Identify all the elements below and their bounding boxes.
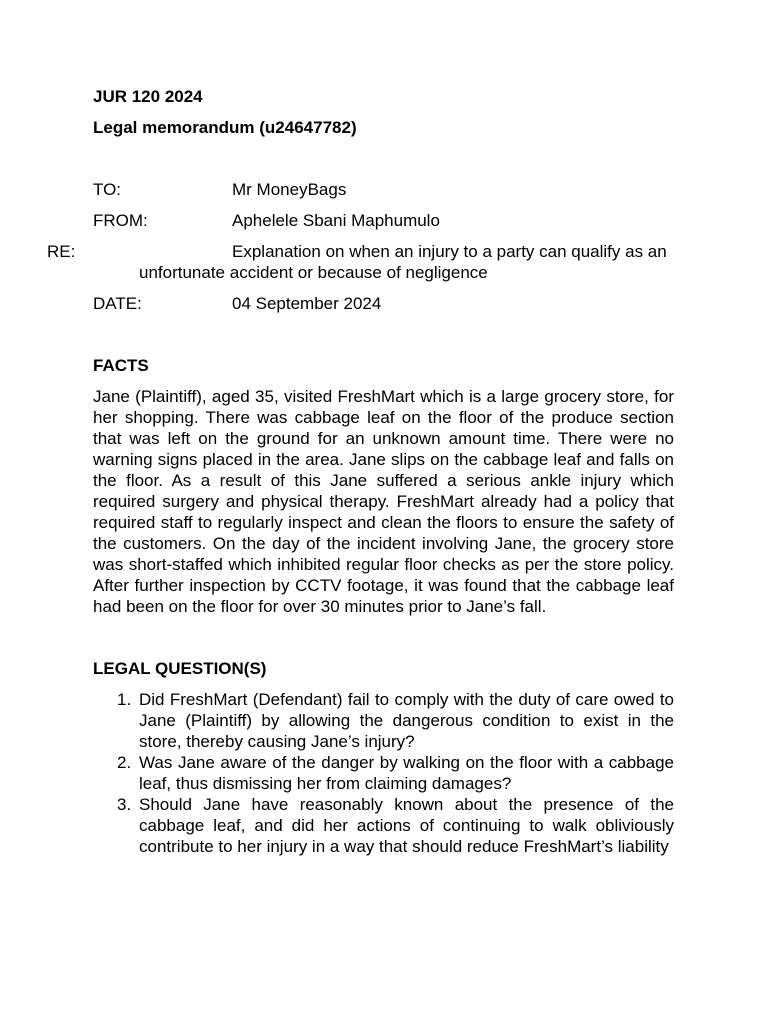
- legal-question-item: [93, 689, 674, 752]
- from-value: Aphelele Sbani Maphumulo: [232, 211, 440, 230]
- re-label: RE:: [47, 242, 76, 261]
- re-value: Explanation on when an injury to a party can qualify as an unfortunate accident or because of negligence: [139, 242, 667, 282]
- from-label: FROM:: [93, 211, 148, 230]
- question-text: Should Jane have reasonably known about the presence of the cabbage leaf, and did her actions of continuing to walk obliviously contribute to her injury in a way that should reduce FreshMart’s liability: [139, 795, 674, 856]
- date-label: DATE:: [93, 294, 142, 313]
- legal-question-item: [93, 752, 674, 794]
- date-row: [93, 293, 674, 314]
- memo-title: Legal memorandum (u24647782): [93, 118, 357, 137]
- to-value: Mr MoneyBags: [232, 180, 347, 199]
- to-row: [93, 179, 674, 200]
- course-code: JUR 120 2024: [93, 87, 203, 106]
- question-number: 1.: [117, 690, 132, 709]
- question-number: 3.: [117, 795, 132, 814]
- memo-header-fields: [47, 179, 674, 314]
- facts-heading: FACTS: [93, 356, 149, 375]
- legal-question-item: [93, 794, 674, 857]
- memo-page: [47, 86, 674, 857]
- question-text: Was Jane aware of the danger by walking on the floor with a cabbage leaf, thus dismissing her from claiming damages?: [139, 753, 674, 793]
- legal-questions-list: [93, 689, 674, 857]
- date-value: 04 September 2024: [232, 294, 382, 313]
- question-text: Did FreshMart (Defendant) fail to comply with the duty of care owed to Jane (Plaintiff) by allowing the dangerous condition to exist in the store, thereby causing Jane’s injury?: [139, 690, 674, 751]
- re-row: [47, 241, 674, 283]
- from-row: [93, 210, 674, 231]
- facts-body: Jane (Plaintiff), aged 35, visited FreshMart which is a large grocery store, for her shopping. There was cabbage leaf on the floor of the produce section that was left on the ground for an unknown amount time. There were no warning signs placed in the area. Jane slips on the cabbage leaf and falls on the floor. As a result of this Jane suffered a serious ankle injury which required surgery and physical therapy. FreshMart already had a policy that required staff to regularly inspect and clean the floors to ensure the safety of the customers. On the day of the incident involving Jane, the grocery store was short-staffed which inhibited regular floor checks as per the store policy. After further inspection by CCTV footage, it was found that the cabbage leaf had been on the floor for over 30 minutes prior to Jane’s fall.: [93, 387, 674, 616]
- question-number: 2.: [117, 753, 132, 772]
- legal-questions-heading: LEGAL QUESTION(S): [93, 659, 267, 678]
- to-label: TO:: [93, 180, 122, 199]
